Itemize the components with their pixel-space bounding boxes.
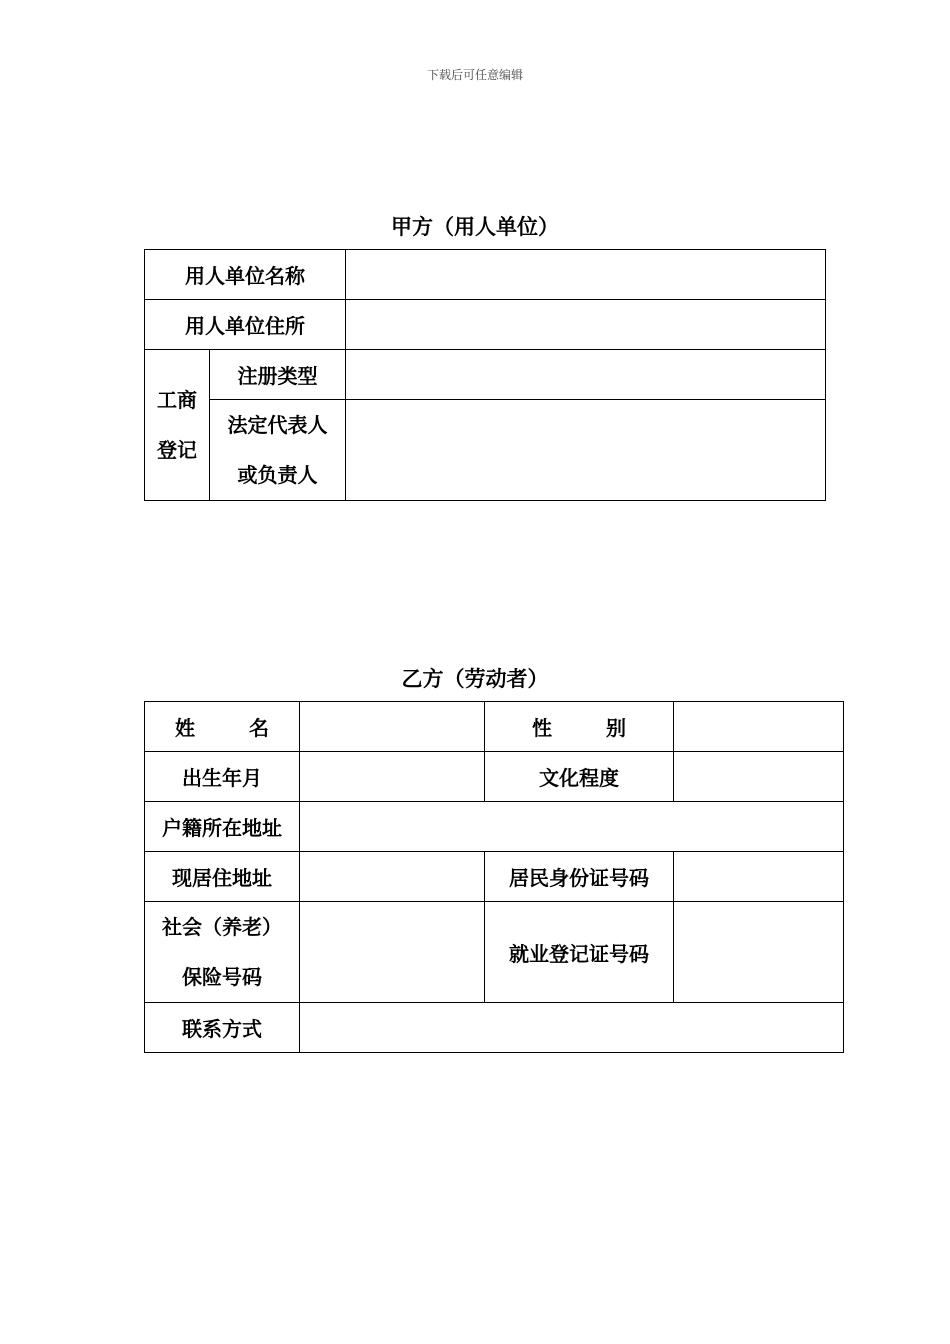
worker-name-label-part-1: 姓 [175, 716, 195, 740]
registration-type-label: 注册类型 [210, 350, 346, 400]
table-row [145, 350, 826, 400]
current-address-field[interactable] [300, 852, 485, 902]
table-row [145, 250, 826, 300]
table-row [145, 702, 844, 752]
employer-address-field[interactable] [346, 300, 826, 350]
id-number-label: 居民身份证号码 [485, 852, 674, 902]
party-a-table [144, 249, 826, 501]
party-a-title: 甲方（用人单位） [391, 214, 559, 239]
legal-representative-line-1: 法定代表人 [227, 413, 328, 437]
social-insurance-line-1: 社会（养老） [162, 915, 282, 939]
worker-name-label [145, 702, 300, 752]
table-row [145, 902, 844, 1003]
table-row [145, 852, 844, 902]
social-insurance-field[interactable] [300, 902, 485, 1003]
legal-representative-line-2: 或负责人 [237, 463, 318, 487]
household-address-label: 户籍所在地址 [145, 802, 300, 852]
education-field[interactable] [674, 752, 844, 802]
page-header: 下载后可任意编辑 [426, 68, 523, 82]
employer-name-field[interactable] [346, 250, 826, 300]
table-row [145, 400, 826, 501]
worker-name-label-part-2: 名 [249, 716, 269, 740]
employer-address-label: 用人单位住所 [145, 300, 346, 350]
gender-label-part-2: 别 [606, 716, 626, 740]
gender-label [485, 702, 674, 752]
employment-registration-field[interactable] [674, 902, 844, 1003]
contact-label: 联系方式 [145, 1003, 300, 1053]
table-row [145, 1003, 844, 1053]
party-b-table [144, 701, 844, 1053]
current-address-label: 现居住地址 [145, 852, 300, 902]
legal-representative-field[interactable] [346, 400, 826, 501]
registration-type-field[interactable] [346, 350, 826, 400]
worker-name-field[interactable] [300, 702, 485, 752]
household-address-field[interactable] [300, 802, 844, 852]
education-label: 文化程度 [485, 752, 674, 802]
birth-date-label: 出生年月 [145, 752, 300, 802]
business-registration-line-2: 登记 [157, 438, 197, 462]
gender-label-part-1: 性 [532, 716, 552, 740]
legal-representative-label [210, 400, 346, 501]
social-insurance-line-2: 保险号码 [182, 965, 262, 989]
business-registration-label [145, 350, 210, 501]
social-insurance-label [145, 902, 300, 1003]
id-number-field[interactable] [674, 852, 844, 902]
party-b-title: 乙方（劳动者） [401, 666, 549, 691]
table-row [145, 752, 844, 802]
gender-field[interactable] [674, 702, 844, 752]
contact-field[interactable] [300, 1003, 844, 1053]
business-registration-line-1: 工商 [157, 388, 197, 412]
employer-name-label: 用人单位名称 [145, 250, 346, 300]
table-row [145, 300, 826, 350]
birth-date-field[interactable] [300, 752, 485, 802]
table-row [145, 802, 844, 852]
employment-registration-label: 就业登记证号码 [485, 902, 674, 1003]
